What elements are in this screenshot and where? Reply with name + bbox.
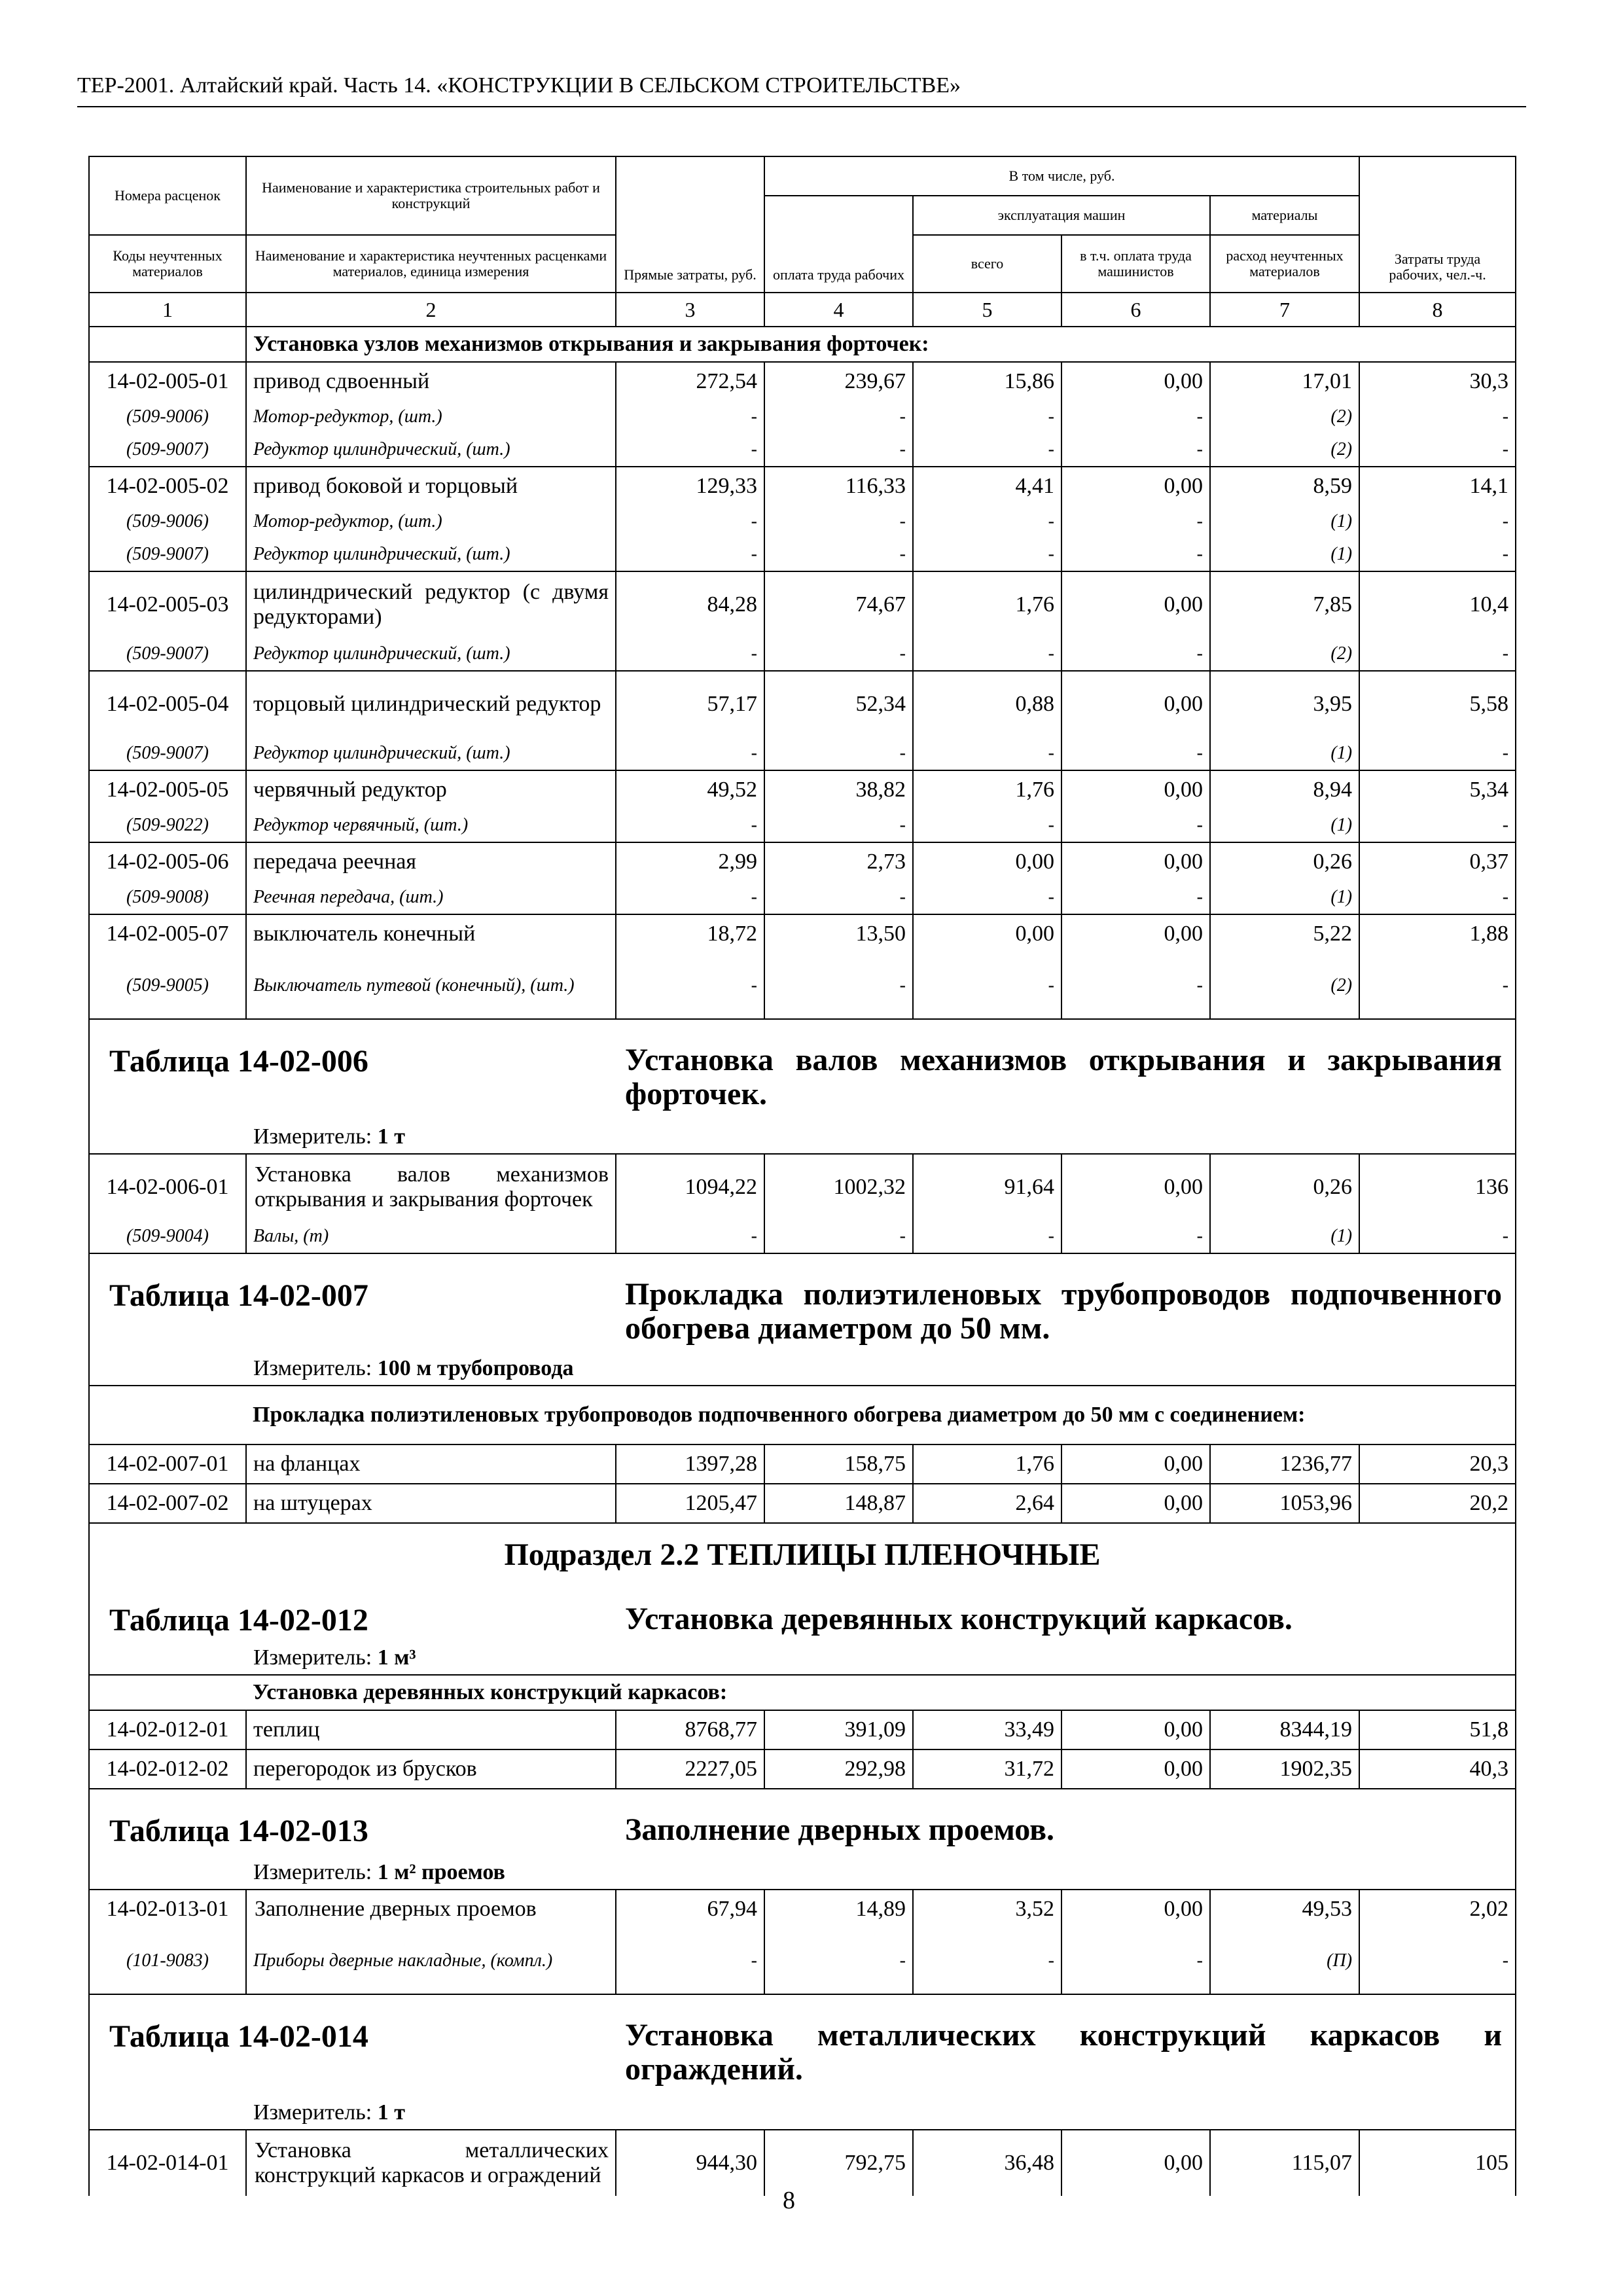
measure-value: 1 т (377, 2100, 405, 2125)
table-description: Установка валов механизмов открывания и закрывания форточек. (625, 1043, 1502, 1111)
labor-hours: 40,3 (1359, 1749, 1516, 1789)
labor-hours: - (1359, 538, 1516, 571)
labor-hours: 14,1 (1359, 467, 1516, 505)
labor-hours: - (1359, 1220, 1516, 1253)
machinist-pay: - (1061, 433, 1210, 467)
hdr-machinist: в т.ч. оплата труда машинистов (1061, 235, 1210, 293)
machinist-pay: 0,00 (1061, 1749, 1210, 1789)
hdr-materials: материалы (1210, 196, 1359, 235)
rate-code: 14-02-014-01 (89, 2130, 246, 2196)
materials: (1) (1210, 1220, 1359, 1253)
rate-code: 14-02-005-01 (89, 362, 246, 401)
materials: 7,85 (1210, 571, 1359, 637)
materials: 8,94 (1210, 770, 1359, 809)
rate-code: 14-02-005-02 (89, 467, 246, 505)
material-name: Редуктор цилиндрический, (шт.) (246, 737, 616, 770)
labor-hours: - (1359, 433, 1516, 467)
labor-pay: 74,67 (764, 571, 913, 637)
measure-unit (253, 1124, 405, 1149)
rate-code: 14-02-007-02 (89, 1484, 246, 1523)
rate-code: 14-02-012-01 (89, 1710, 246, 1749)
machinist-pay: 0,00 (1061, 1484, 1210, 1523)
direct-cost: 129,33 (616, 467, 764, 505)
machinist-pay: 0,00 (1061, 1154, 1210, 1220)
machines-total: - (913, 637, 1061, 671)
table-title: Таблица 14-02-007 (109, 1278, 368, 1313)
hdr-mat-use: расход неучтенных материалов (1210, 235, 1359, 293)
table-description: Заполнение дверных проемов. (625, 1812, 1055, 1847)
labor-hours: - (1359, 737, 1516, 770)
machines-total: 0,00 (913, 842, 1061, 881)
materials: 5,22 (1210, 914, 1359, 953)
material-name: Мотор-редуктор, (шт.) (246, 505, 616, 538)
materials: 0,26 (1210, 1154, 1359, 1220)
machinist-pay: - (1061, 809, 1210, 842)
labor-hours: 30,3 (1359, 362, 1516, 401)
machines-total: 33,49 (913, 1710, 1061, 1749)
material-code: (509-9022) (89, 809, 246, 842)
labor-hours: 5,34 (1359, 770, 1516, 809)
material-code: (101-9083) (89, 1928, 246, 1994)
section-heading: Прокладка полиэтиленовых трубопроводов подпочвенного обогрева диаметром до 50 мм с соединением: (246, 1386, 1516, 1444)
labor-hours: 5,58 (1359, 671, 1516, 737)
materials: (2) (1210, 953, 1359, 1019)
work-name: на фланцах (246, 1444, 616, 1484)
page-number: 8 (783, 2187, 795, 2214)
materials: 115,07 (1210, 2130, 1359, 2196)
machines-total: - (913, 1928, 1061, 1994)
labor-pay: - (764, 637, 913, 671)
material-code: (509-9007) (89, 737, 246, 770)
direct-cost: - (616, 1220, 764, 1253)
material-name: Редуктор червячный, (шт.) (246, 809, 616, 842)
rate-code: 14-02-007-01 (89, 1444, 246, 1484)
labor-hours: - (1359, 809, 1516, 842)
material-code: (509-9004) (89, 1220, 246, 1253)
labor-pay: 2,73 (764, 842, 913, 881)
machinist-pay: - (1061, 953, 1210, 1019)
materials: 3,95 (1210, 671, 1359, 737)
hdr-codes2: Коды неучтенных материалов (89, 235, 246, 293)
direct-cost: - (616, 538, 764, 571)
material-code: (509-9006) (89, 505, 246, 538)
measure-value: 100 м трубопровода (377, 1356, 574, 1380)
machines-total: - (913, 953, 1061, 1019)
measure-label: Измеритель: (253, 1645, 372, 1670)
labor-pay: - (764, 433, 913, 467)
machinist-pay: 0,00 (1061, 1710, 1210, 1749)
labor-pay: 1002,32 (764, 1154, 913, 1220)
machinist-pay: 0,00 (1061, 1890, 1210, 1928)
material-code: (509-9008) (89, 881, 246, 914)
machines-total: 3,52 (913, 1890, 1061, 1928)
machines-total: - (913, 809, 1061, 842)
measure-label: Измеритель: (253, 1356, 372, 1380)
direct-cost: - (616, 809, 764, 842)
rate-code: 14-02-005-05 (89, 770, 246, 809)
machines-total: 31,72 (913, 1749, 1061, 1789)
labor-pay: 52,34 (764, 671, 913, 737)
material-code: (509-9007) (89, 433, 246, 467)
labor-pay: 391,09 (764, 1710, 913, 1749)
col-num: 8 (1359, 293, 1516, 327)
machinist-pay: 0,00 (1061, 2130, 1210, 2196)
table-title: Таблица 14-02-006 (109, 1044, 368, 1079)
direct-cost: - (616, 881, 764, 914)
machines-total: 2,64 (913, 1484, 1061, 1523)
table-title: Таблица 14-02-013 (109, 1814, 368, 1848)
machinist-pay: - (1061, 505, 1210, 538)
direct-cost: 67,94 (616, 1890, 764, 1928)
labor-hours: 51,8 (1359, 1710, 1516, 1749)
hdr-name: Наименование и характеристика строительных работ и конструкций (246, 156, 616, 235)
direct-cost: 1205,47 (616, 1484, 764, 1523)
labor-pay: 239,67 (764, 362, 913, 401)
rate-code: 14-02-005-03 (89, 571, 246, 637)
materials: (1) (1210, 881, 1359, 914)
machinist-pay: - (1061, 1220, 1210, 1253)
material-code: (509-9007) (89, 538, 246, 571)
hdr-total: всего (913, 235, 1061, 293)
labor-pay: - (764, 1220, 913, 1253)
material-name: Выключатель путевой (конечный), (шт.) (246, 953, 616, 1019)
labor-hours: - (1359, 637, 1516, 671)
material-name: Редуктор цилиндрический, (шт.) (246, 538, 616, 571)
materials: (2) (1210, 637, 1359, 671)
direct-cost: - (616, 401, 764, 433)
labor-pay: 13,50 (764, 914, 913, 953)
machines-total: 0,00 (913, 914, 1061, 953)
hdr-incl: В том числе, руб. (764, 156, 1359, 196)
direct-cost: - (616, 1928, 764, 1994)
direct-cost: - (616, 505, 764, 538)
measure-value: 1 м³ (377, 1645, 416, 1670)
machinist-pay: 0,00 (1061, 914, 1210, 953)
hdr-codes: Номера расценок (89, 156, 246, 235)
machines-total: 4,41 (913, 467, 1061, 505)
machines-total: 36,48 (913, 2130, 1061, 2196)
materials: 0,26 (1210, 842, 1359, 881)
labor-hours: 105 (1359, 2130, 1516, 2196)
direct-cost: - (616, 737, 764, 770)
work-name: теплиц (246, 1710, 616, 1749)
subsection-title: Подраздел 2.2 ТЕПЛИЦЫ ПЛЕНОЧНЫЕ (504, 1537, 1101, 1572)
machines-total: 91,64 (913, 1154, 1061, 1220)
work-name: привод сдвоенный (246, 362, 616, 401)
materials: (1) (1210, 737, 1359, 770)
labor-hours: 20,2 (1359, 1484, 1516, 1523)
labor-pay: 158,75 (764, 1444, 913, 1484)
materials: (2) (1210, 401, 1359, 433)
direct-cost: 2,99 (616, 842, 764, 881)
measure-value: 1 т (377, 1124, 405, 1149)
machinist-pay: - (1061, 538, 1210, 571)
material-name: Приборы дверные накладные, (компл.) (246, 1928, 616, 1994)
col-num: 7 (1210, 293, 1359, 327)
labor-pay: - (764, 1928, 913, 1994)
machines-total: 1,76 (913, 571, 1061, 637)
labor-hours: - (1359, 953, 1516, 1019)
table-description: Прокладка полиэтиленовых трубопроводов подпочвенного обогрева диаметром до 50 мм. (625, 1277, 1502, 1346)
machines-total: 1,76 (913, 770, 1061, 809)
hdr-machines: эксплуатация машин (913, 196, 1210, 235)
work-name: цилиндрический редуктор (с двумя редукторами) (246, 571, 616, 637)
direct-cost: 84,28 (616, 571, 764, 637)
section-heading: Установка узлов механизмов открывания и закрывания форточек: (246, 327, 1516, 362)
machinist-pay: - (1061, 881, 1210, 914)
work-name: Заполнение дверных проемов (246, 1890, 616, 1928)
machines-total: - (913, 737, 1061, 770)
measure-label: Измеритель: (253, 2100, 372, 2125)
rate-code: 14-02-005-04 (89, 671, 246, 737)
labor-hours: 2,02 (1359, 1890, 1516, 1928)
labor-hours: 1,88 (1359, 914, 1516, 953)
direct-cost: 8768,77 (616, 1710, 764, 1749)
material-code: (509-9005) (89, 953, 246, 1019)
rate-code: 14-02-005-07 (89, 914, 246, 953)
machines-total: - (913, 881, 1061, 914)
work-name: червячный редуктор (246, 770, 616, 809)
labor-pay: 292,98 (764, 1749, 913, 1789)
table-title: Таблица 14-02-014 (109, 2019, 368, 2054)
materials: (2) (1210, 433, 1359, 467)
direct-cost: - (616, 637, 764, 671)
labor-hours: - (1359, 881, 1516, 914)
labor-pay: - (764, 505, 913, 538)
direct-cost: 1094,22 (616, 1154, 764, 1220)
machinist-pay: - (1061, 401, 1210, 433)
material-name: Валы, (т) (246, 1220, 616, 1253)
direct-cost: - (616, 433, 764, 467)
labor-pay: - (764, 737, 913, 770)
machinist-pay: 0,00 (1061, 842, 1210, 881)
machinist-pay: - (1061, 637, 1210, 671)
col-num: 2 (246, 293, 616, 327)
materials: (1) (1210, 505, 1359, 538)
measure-unit (253, 1860, 505, 1885)
work-name: перегородок из брусков (246, 1749, 616, 1789)
direct-cost: 2227,05 (616, 1749, 764, 1789)
labor-pay: - (764, 881, 913, 914)
rate-code: 14-02-005-06 (89, 842, 246, 881)
rate-code: 14-02-013-01 (89, 1890, 246, 1928)
col-num: 4 (764, 293, 913, 327)
work-name: торцовый цилиндрический редуктор (246, 671, 616, 737)
machines-total: - (913, 505, 1061, 538)
work-name: передача реечная (246, 842, 616, 881)
measure-value: 1 м² проемов (377, 1860, 505, 1884)
col-num: 6 (1061, 293, 1210, 327)
table-title: Таблица 14-02-012 (109, 1603, 368, 1638)
labor-hours: 20,3 (1359, 1444, 1516, 1484)
materials: 49,53 (1210, 1890, 1359, 1928)
machines-total: 15,86 (913, 362, 1061, 401)
materials: 8,59 (1210, 467, 1359, 505)
col-num: 3 (616, 293, 764, 327)
machinist-pay: - (1061, 737, 1210, 770)
hdr-direct: Прямые затраты, руб. (616, 156, 764, 293)
rate-code: 14-02-012-02 (89, 1749, 246, 1789)
section-heading: Установка деревянных конструкций каркасов: (246, 1675, 1516, 1710)
labor-pay: 14,89 (764, 1890, 913, 1928)
material-name: Реечная передача, (шт.) (246, 881, 616, 914)
labor-pay: - (764, 401, 913, 433)
work-name: Установка металлических конструкций каркасов и ограждений (246, 2130, 616, 2196)
machinist-pay: 0,00 (1061, 671, 1210, 737)
header-rule (77, 106, 1526, 107)
materials: 1902,35 (1210, 1749, 1359, 1789)
material-code: (509-9006) (89, 401, 246, 433)
labor-hours: 136 (1359, 1154, 1516, 1220)
machinist-pay: 0,00 (1061, 362, 1210, 401)
measure-unit (253, 2100, 405, 2125)
machines-total: - (913, 433, 1061, 467)
work-name: привод боковой и торцовый (246, 467, 616, 505)
hdr-labor: оплата труда рабочих (764, 196, 913, 293)
labor-pay: 116,33 (764, 467, 913, 505)
materials: 1053,96 (1210, 1484, 1359, 1523)
machines-total: - (913, 1220, 1061, 1253)
machines-total: - (913, 401, 1061, 433)
labor-hours: - (1359, 1928, 1516, 1994)
material-name: Редуктор цилиндрический, (шт.) (246, 637, 616, 671)
labor-pay: - (764, 809, 913, 842)
labor-hours: 10,4 (1359, 571, 1516, 637)
table-description: Установка деревянных конструкций каркасов. (625, 1602, 1293, 1636)
col-num: 5 (913, 293, 1061, 327)
machines-total: - (913, 538, 1061, 571)
direct-cost: 272,54 (616, 362, 764, 401)
hdr-name2: Наименование и характеристика неучтенных расценками материалов, единица измерения (246, 235, 616, 293)
direct-cost: 1397,28 (616, 1444, 764, 1484)
measure-label: Измеритель: (253, 1124, 372, 1149)
direct-cost: 57,17 (616, 671, 764, 737)
direct-cost: - (616, 953, 764, 1019)
machinist-pay: 0,00 (1061, 1444, 1210, 1484)
work-name: Установка валов механизмов открывания и закрывания форточек (246, 1154, 616, 1220)
labor-pay: 38,82 (764, 770, 913, 809)
labor-hours: 0,37 (1359, 842, 1516, 881)
labor-hours: - (1359, 505, 1516, 538)
work-name: на штуцерах (246, 1484, 616, 1523)
materials: (1) (1210, 538, 1359, 571)
material-name: Мотор-редуктор, (шт.) (246, 401, 616, 433)
material-code: (509-9007) (89, 637, 246, 671)
table-description: Установка металлических конструкций каркасов и ограждений. (625, 2018, 1502, 2087)
direct-cost: 944,30 (616, 2130, 764, 2196)
machinist-pay: - (1061, 1928, 1210, 1994)
materials: (П) (1210, 1928, 1359, 1994)
measure-unit (253, 1645, 416, 1670)
col-num: 1 (89, 293, 246, 327)
labor-pay: 792,75 (764, 2130, 913, 2196)
materials: 17,01 (1210, 362, 1359, 401)
direct-cost: 18,72 (616, 914, 764, 953)
measure-unit (253, 1356, 574, 1381)
materials: 1236,77 (1210, 1444, 1359, 1484)
machines-total: 0,88 (913, 671, 1061, 737)
running-header: ТЕР-2001. Алтайский край. Часть 14. «КОНСТРУКЦИИ В СЕЛЬСКОМ СТРОИТЕЛЬСТВЕ» (77, 73, 961, 98)
materials: (1) (1210, 809, 1359, 842)
material-name: Редуктор цилиндрический, (шт.) (246, 433, 616, 467)
work-name: выключатель конечный (246, 914, 616, 953)
measure-label: Измеритель: (253, 1860, 372, 1884)
price-table (88, 156, 1516, 2196)
hdr-labor-cost: Затраты труда рабочих, чел.-ч. (1359, 156, 1516, 293)
materials: 8344,19 (1210, 1710, 1359, 1749)
machinist-pay: 0,00 (1061, 467, 1210, 505)
machines-total: 1,76 (913, 1444, 1061, 1484)
labor-pay: 148,87 (764, 1484, 913, 1523)
rate-code: 14-02-006-01 (89, 1154, 246, 1220)
machinist-pay: 0,00 (1061, 571, 1210, 637)
machinist-pay: 0,00 (1061, 770, 1210, 809)
direct-cost: 49,52 (616, 770, 764, 809)
labor-pay: - (764, 953, 913, 1019)
labor-pay: - (764, 538, 913, 571)
labor-hours: - (1359, 401, 1516, 433)
